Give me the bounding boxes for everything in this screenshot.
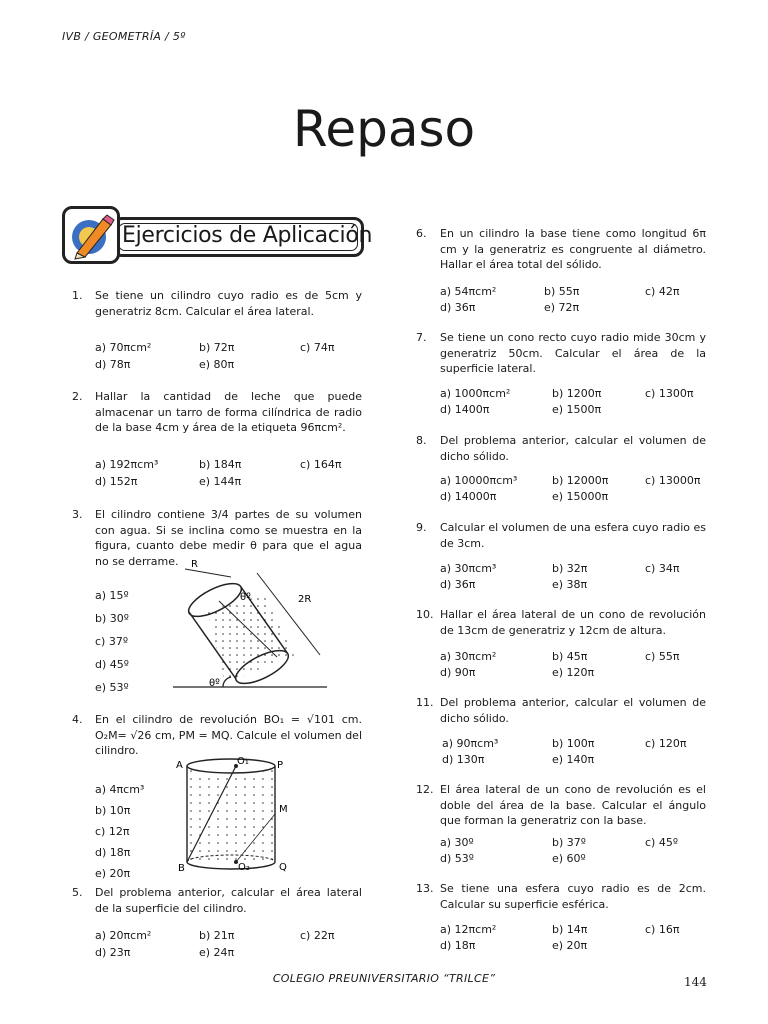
label-q: Q (279, 862, 287, 873)
option: b) 1200π (552, 387, 602, 400)
label-theta-bottom: θº (209, 678, 220, 689)
option: d) 18π (440, 939, 476, 952)
option: b) 184π (199, 458, 242, 471)
label-m: M (279, 804, 288, 815)
option: c) 12π (95, 825, 130, 838)
label-o1: O₁ (237, 756, 249, 767)
question-text: El área lateral de un cono de revolución es el doble del área de la base. Calcular el ángulo que forman la generatriz con la base. (440, 783, 706, 827)
label-o2: O₂ (238, 862, 250, 873)
option: c) 74π (300, 341, 335, 354)
option: a) 20πcm² (95, 929, 152, 942)
question-number: 9. (416, 521, 427, 534)
question-text: Hallar la cantidad de leche que puede almacenar un tarro de forma cilíndrica de radio de la base 4cm y área de la etiqueta 96πcm². (95, 390, 362, 434)
option: e) 1500π (552, 403, 602, 416)
option: c) 45º (645, 836, 679, 849)
option: a) 30πcm³ (440, 562, 497, 575)
question-number: 6. (416, 227, 427, 240)
option: a) 30πcm² (440, 650, 497, 663)
option: c) 16π (645, 923, 680, 936)
option: b) 45π (552, 650, 588, 663)
option: b) 12000π (552, 474, 609, 487)
option: e) 144π (199, 475, 242, 488)
question-number: 11. (416, 696, 434, 709)
question-text: Hallar el área lateral de un cono de revolución de 13cm de generatriz y 12cm de altura. (440, 608, 706, 637)
option: e) 20π (95, 867, 131, 880)
option: b) 10π (95, 804, 131, 817)
option: b) 21π (199, 929, 235, 942)
option: a) 12πcm² (440, 923, 497, 936)
label-b: B (178, 863, 185, 874)
question-text: Se tiene una esfera cuyo radio es de 2cm. Calcular su superficie esférica. (440, 882, 706, 911)
question-text: En el cilindro de revolución BO₁ = √101 cm. O₂M= √26 cm, PM = MQ. Calcule el volumen del cilindro. (95, 713, 362, 757)
page-footer: COLEGIO PREUNIVERSITARIO “TRILCE” (272, 972, 496, 985)
question-number: 10. (416, 608, 434, 621)
option: d) 23π (95, 946, 131, 959)
option: b) 32π (552, 562, 588, 575)
question-text: Se tiene un cilindro cuyo radio es de 5cm y generatriz 8cm. Calcular el área lateral. (95, 289, 362, 318)
upright-cylinder-figure (170, 752, 295, 877)
option: c) 42π (645, 285, 680, 298)
question-number: 2. (72, 390, 83, 403)
option: d) 78π (95, 358, 131, 371)
question-number: 1. (72, 289, 83, 302)
option: e) 15000π (552, 490, 609, 503)
option: d) 1400π (440, 403, 490, 416)
option: d) 152π (95, 475, 138, 488)
option: b) 37º (552, 836, 586, 849)
label-a: A (176, 760, 183, 771)
pencil-icon (62, 206, 120, 264)
option: d) 90π (440, 666, 476, 679)
question-text: Se tiene un cono recto cuyo radio mide 30cm y generatriz 50cm. Calcular el área de la superficie lateral. (440, 331, 706, 375)
tilted-cylinder-figure (165, 555, 335, 695)
option: e) 72π (544, 301, 580, 314)
question-text: Calcular el volumen de una esfera cuyo radio es de 3cm. (440, 521, 706, 550)
option: a) 15º (95, 589, 129, 602)
question-number: 5. (72, 886, 83, 899)
option: a) 4πcm³ (95, 783, 145, 796)
section-banner (62, 206, 373, 264)
option: d) 53º (440, 852, 474, 865)
option: b) 30º (95, 612, 129, 625)
option: d) 14000π (440, 490, 497, 503)
label-r: R (191, 559, 198, 570)
question-text: En un cilindro la base tiene como longitud 6π cm y la generatriz es congruente al diámetro. Hallar el área total del sólido. (440, 227, 706, 271)
question-text: El cilindro contiene 3/4 partes de su volumen con agua. Si se inclina como se muestra en la figura, cuanto debe medir θ para que el agua no se derrame. (95, 508, 362, 568)
option: a) 70πcm² (95, 341, 152, 354)
option: a) 192πcm³ (95, 458, 159, 471)
label-p: P (277, 760, 284, 771)
option: e) 24π (199, 946, 235, 959)
question-number: 3. (72, 508, 83, 521)
option: c) 55π (645, 650, 680, 663)
option: d) 45º (95, 658, 129, 671)
option: a) 30º (440, 836, 474, 849)
option: c) 13000π (645, 474, 701, 487)
option: c) 120π (645, 737, 687, 750)
option: c) 34π (645, 562, 680, 575)
option: e) 20π (552, 939, 588, 952)
question-text: Del problema anterior, calcular el volumen de dicho sólido. (440, 696, 706, 725)
option: b) 100π (552, 737, 595, 750)
option: b) 55π (544, 285, 580, 298)
option: a) 90πcm³ (442, 737, 499, 750)
option: a) 10000πcm³ (440, 474, 518, 487)
option: e) 80π (199, 358, 235, 371)
question-text: Del problema anterior, calcular el área lateral de la superficie del cilindro. (95, 886, 362, 915)
label-theta-top: θº (240, 592, 251, 603)
option: e) 120π (552, 666, 595, 679)
question-text: Del problema anterior, calcular el volumen de dicho sólido. (440, 434, 706, 463)
option: e) 53º (95, 681, 129, 694)
option: c) 37º (95, 635, 129, 648)
option: b) 14π (552, 923, 588, 936)
question-number: 4. (72, 713, 83, 726)
label-2r: 2R (298, 594, 312, 605)
question-number: 12. (416, 783, 434, 796)
option: e) 38π (552, 578, 588, 591)
option: a) 1000πcm² (440, 387, 511, 400)
option: d) 36π (440, 578, 476, 591)
option: c) 164π (300, 458, 342, 471)
option: d) 18π (95, 846, 131, 859)
question-number: 13. (416, 882, 434, 895)
option: c) 1300π (645, 387, 694, 400)
option: e) 140π (552, 753, 595, 766)
option: d) 130π (442, 753, 485, 766)
page-number: 144 (684, 975, 707, 989)
option: e) 60º (552, 852, 586, 865)
banner-title: Ejercicios de Aplicación (122, 223, 373, 248)
question-number: 7. (416, 331, 427, 344)
option: d) 36π (440, 301, 476, 314)
option: b) 72π (199, 341, 235, 354)
option: a) 54πcm² (440, 285, 497, 298)
page-header: IVB / GEOMETRÍA / 5º (62, 30, 186, 43)
page-title: Repaso (292, 100, 476, 158)
option: c) 22π (300, 929, 335, 942)
question-number: 8. (416, 434, 427, 447)
